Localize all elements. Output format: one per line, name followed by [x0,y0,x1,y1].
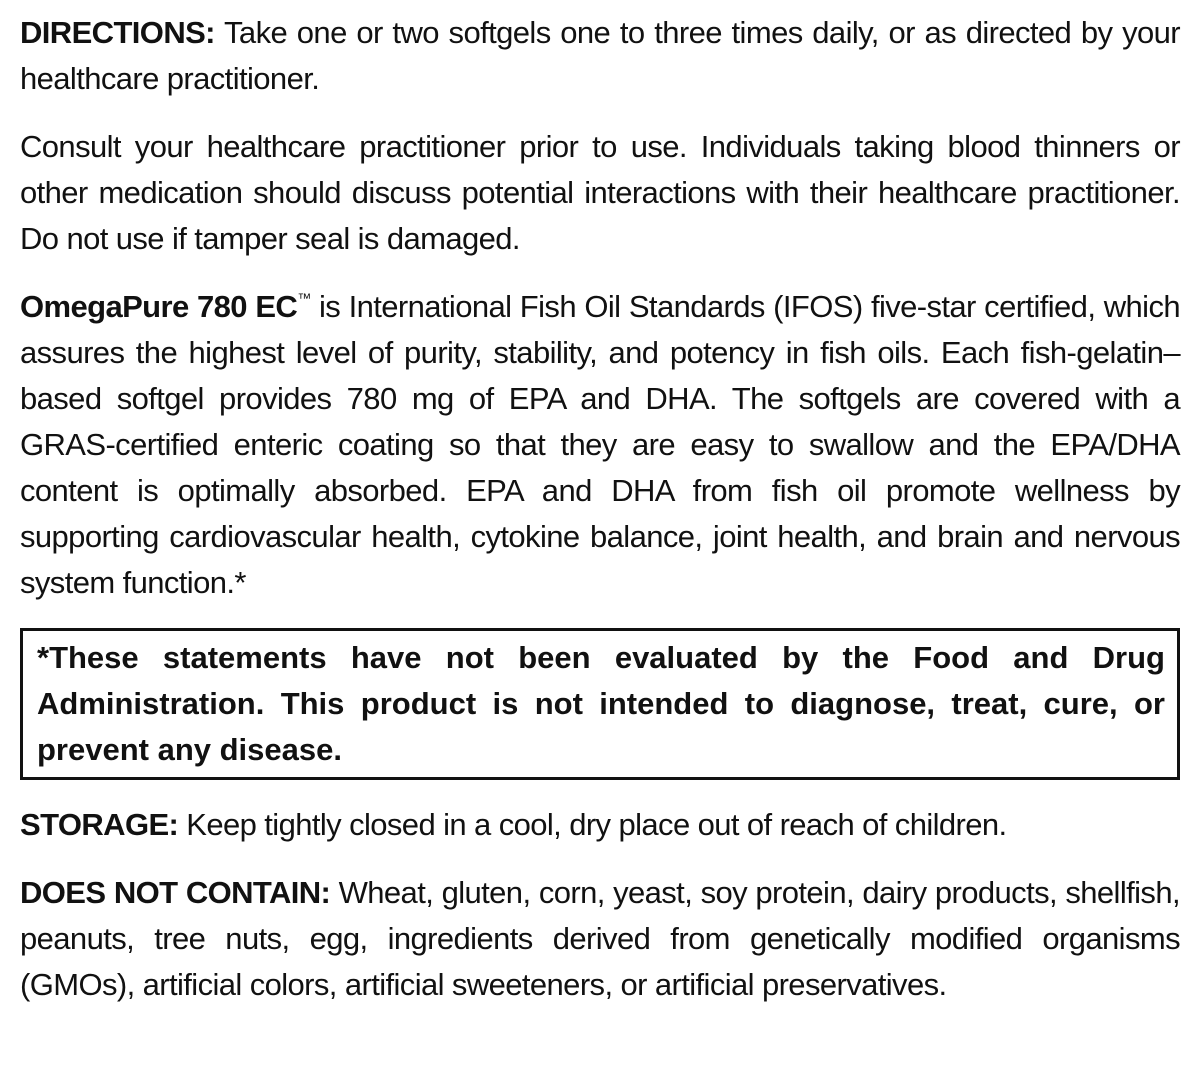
does-not-contain-text: Wheat, gluten, corn, yeast, soy protein, dairy products, shellfish, peanuts, tree nuts, egg, ingredients derived from genetically modified organisms (GMOs), artificial colors, artificial sweeteners, or artificial preservatives. [20,875,1180,1002]
trademark-symbol: ™ [297,290,311,306]
product-description-text: is International Fish Oil Standards (IFOS) five-star certified, which assures the highest level of purity, stability, and potency in fish oils. Each fish-gelatin–based softgel provides 780 mg of EPA and DHA. The softgels are covered with a GRAS-certified enteric coating so that they are easy to swallow and the EPA/DHA content is optimally absorbed. EPA and DHA from fish oil promote wellness by supporting cardiovascular health, cytokine balance, joint health, and brain and nervous system function.* [20,289,1180,600]
fda-disclaimer-text: *These statements have not been evaluated by the Food and Drug Administration. This product is not intended to diagnose, treat, cure, or prevent any disease. [37,640,1165,767]
directions-label: DIRECTIONS: [20,15,215,50]
consult-text: Consult your healthcare practitioner prior to use. Individuals taking blood thinners or other medication should discuss potential interactions with their healthcare practitioner. Do not use if tamper seal is damaged. [20,129,1180,256]
consult-paragraph [20,124,1180,262]
directions-text: Take one or two softgels one to three times daily, or as directed by your healthcare practitioner. [20,15,1180,96]
does-not-contain-paragraph [20,870,1180,1008]
does-not-contain-label: DOES NOT CONTAIN: [20,875,331,910]
product-description-paragraph [20,284,1180,606]
storage-label: STORAGE: [20,807,179,842]
storage-paragraph [20,802,1180,848]
fda-disclaimer-box [20,628,1180,780]
storage-text: Keep tightly closed in a cool, dry place out of reach of children. [178,807,1007,842]
product-name: OmegaPure 780 EC [20,289,298,324]
directions-paragraph [20,10,1180,102]
